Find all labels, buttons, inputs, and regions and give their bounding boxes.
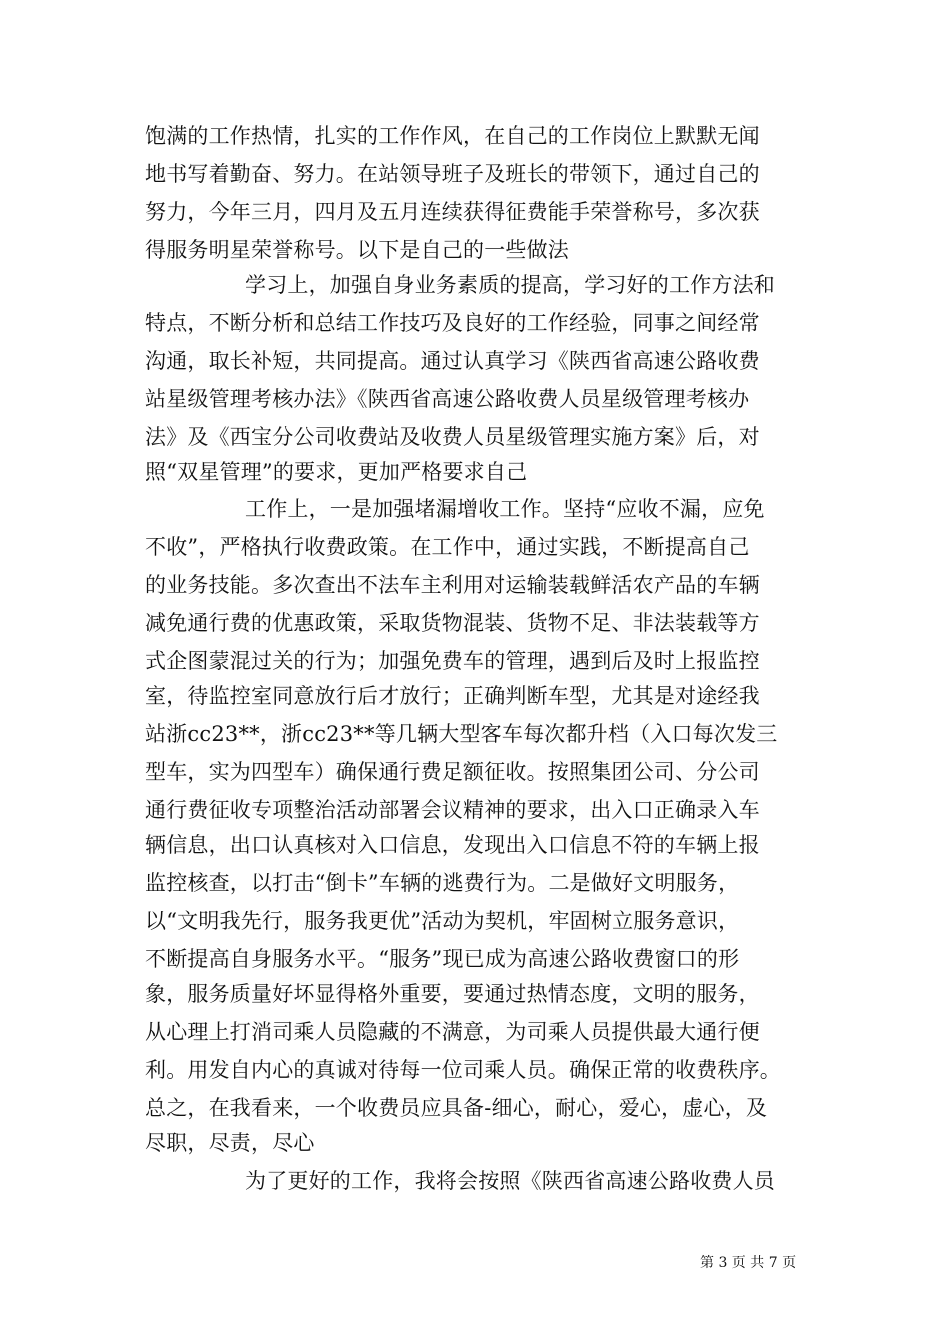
text-line: 总之，在我看来，一个收费员应具备-细心，耐心，爱心，虚心，及 [145, 1096, 768, 1120]
text-line: 站星级管理考核办法》《陕西省高速公路收费人员星级管理考核办 [145, 387, 750, 411]
text-line: 不收”，严格执行收费政策。在工作中，通过实践，不断提高自己 [145, 535, 750, 559]
text-line: 利。用发自内心的真诚对待每一位司乘人员。确保正常的收费秩序。 [145, 1058, 781, 1082]
paragraph-start-line: 工作上，一是加强堵漏增收工作。坚持“应收不漏，应免 [245, 497, 765, 521]
text-line: 尽职，尽责，尽心 [145, 1131, 315, 1155]
text-line: 照“双星管理”的要求，更加严格要求自己 [145, 460, 528, 484]
text-line: 努力，今年三月，四月及五月连续获得征费能手荣誉称号，多次获 [145, 200, 760, 224]
text-line: 室，待监控室同意放行后才放行；正确判断车型，尤其是对途经我 [145, 684, 760, 708]
text-line: 式企图蒙混过关的行为；加强免费车的管理，遇到后及时上报监控 [145, 649, 760, 673]
text-line: 沟通，取长补短，共同提高。通过认真学习《陕西省高速公路收费 [145, 349, 760, 373]
page-number-footer: 第 3 页 共 7 页 [700, 1255, 797, 1271]
paragraph-start-line: 学习上，加强自身业务素质的提高，学习好的工作方法和 [245, 273, 775, 297]
text-line: 地书写着勤奋、努力。在站领导班子及班长的带领下，通过自己的 [145, 162, 760, 186]
text-line: 型车，实为四型车）确保通行费足额征收。按照集团公司、分公司 [145, 760, 760, 784]
text-line: 法》及《西宝分公司收费站及收费人员星级管理实施方案》后，对 [145, 425, 760, 449]
text-line: 从心理上打消司乘人员隐藏的不满意，为司乘人员提供最大通行便 [145, 1020, 760, 1044]
text-line: 象，服务质量好坏显得格外重要，要通过热情态度，文明的服务， [145, 982, 760, 1006]
text-line: 监控核查，以打击“倒卡”车辆的逃费行为。二是做好文明服务， [145, 871, 740, 895]
text-line: 以“文明我先行，服务我更优”活动为契机，牢固树立服务意识， [145, 909, 740, 933]
text-line: 的业务技能。多次查出不法车主利用对运输装载鲜活农产品的车辆 [145, 573, 760, 597]
text-line: 不断提高自身服务水平。“服务”现已成为高速公路收费窗口的形 [145, 947, 740, 971]
text-line: 减免通行费的优惠政策，采取货物混装、货物不足、非法装载等方 [145, 611, 760, 635]
text-line: 站浙cc23**，浙cc23**等几辆大型客车每次都升档（入口每次发三 [145, 722, 778, 746]
text-line: 通行费征收专项整治活动部署会议精神的要求，出入口正确录入车 [145, 798, 760, 822]
paragraph-start-line: 为了更好的工作，我将会按照《陕西省高速公路收费人员 [245, 1169, 775, 1193]
text-line: 得服务明星荣誉称号。以下是自己的一些做法 [145, 238, 569, 262]
text-line: 饱满的工作热情，扎实的工作作风，在自己的工作岗位上默默无闻 [145, 124, 760, 148]
text-line: 特点，不断分析和总结工作技巧及良好的工作经验，同事之间经常 [145, 311, 760, 335]
text-line: 辆信息，出口认真核对入口信息，发现出入口信息不符的车辆上报 [145, 833, 760, 857]
